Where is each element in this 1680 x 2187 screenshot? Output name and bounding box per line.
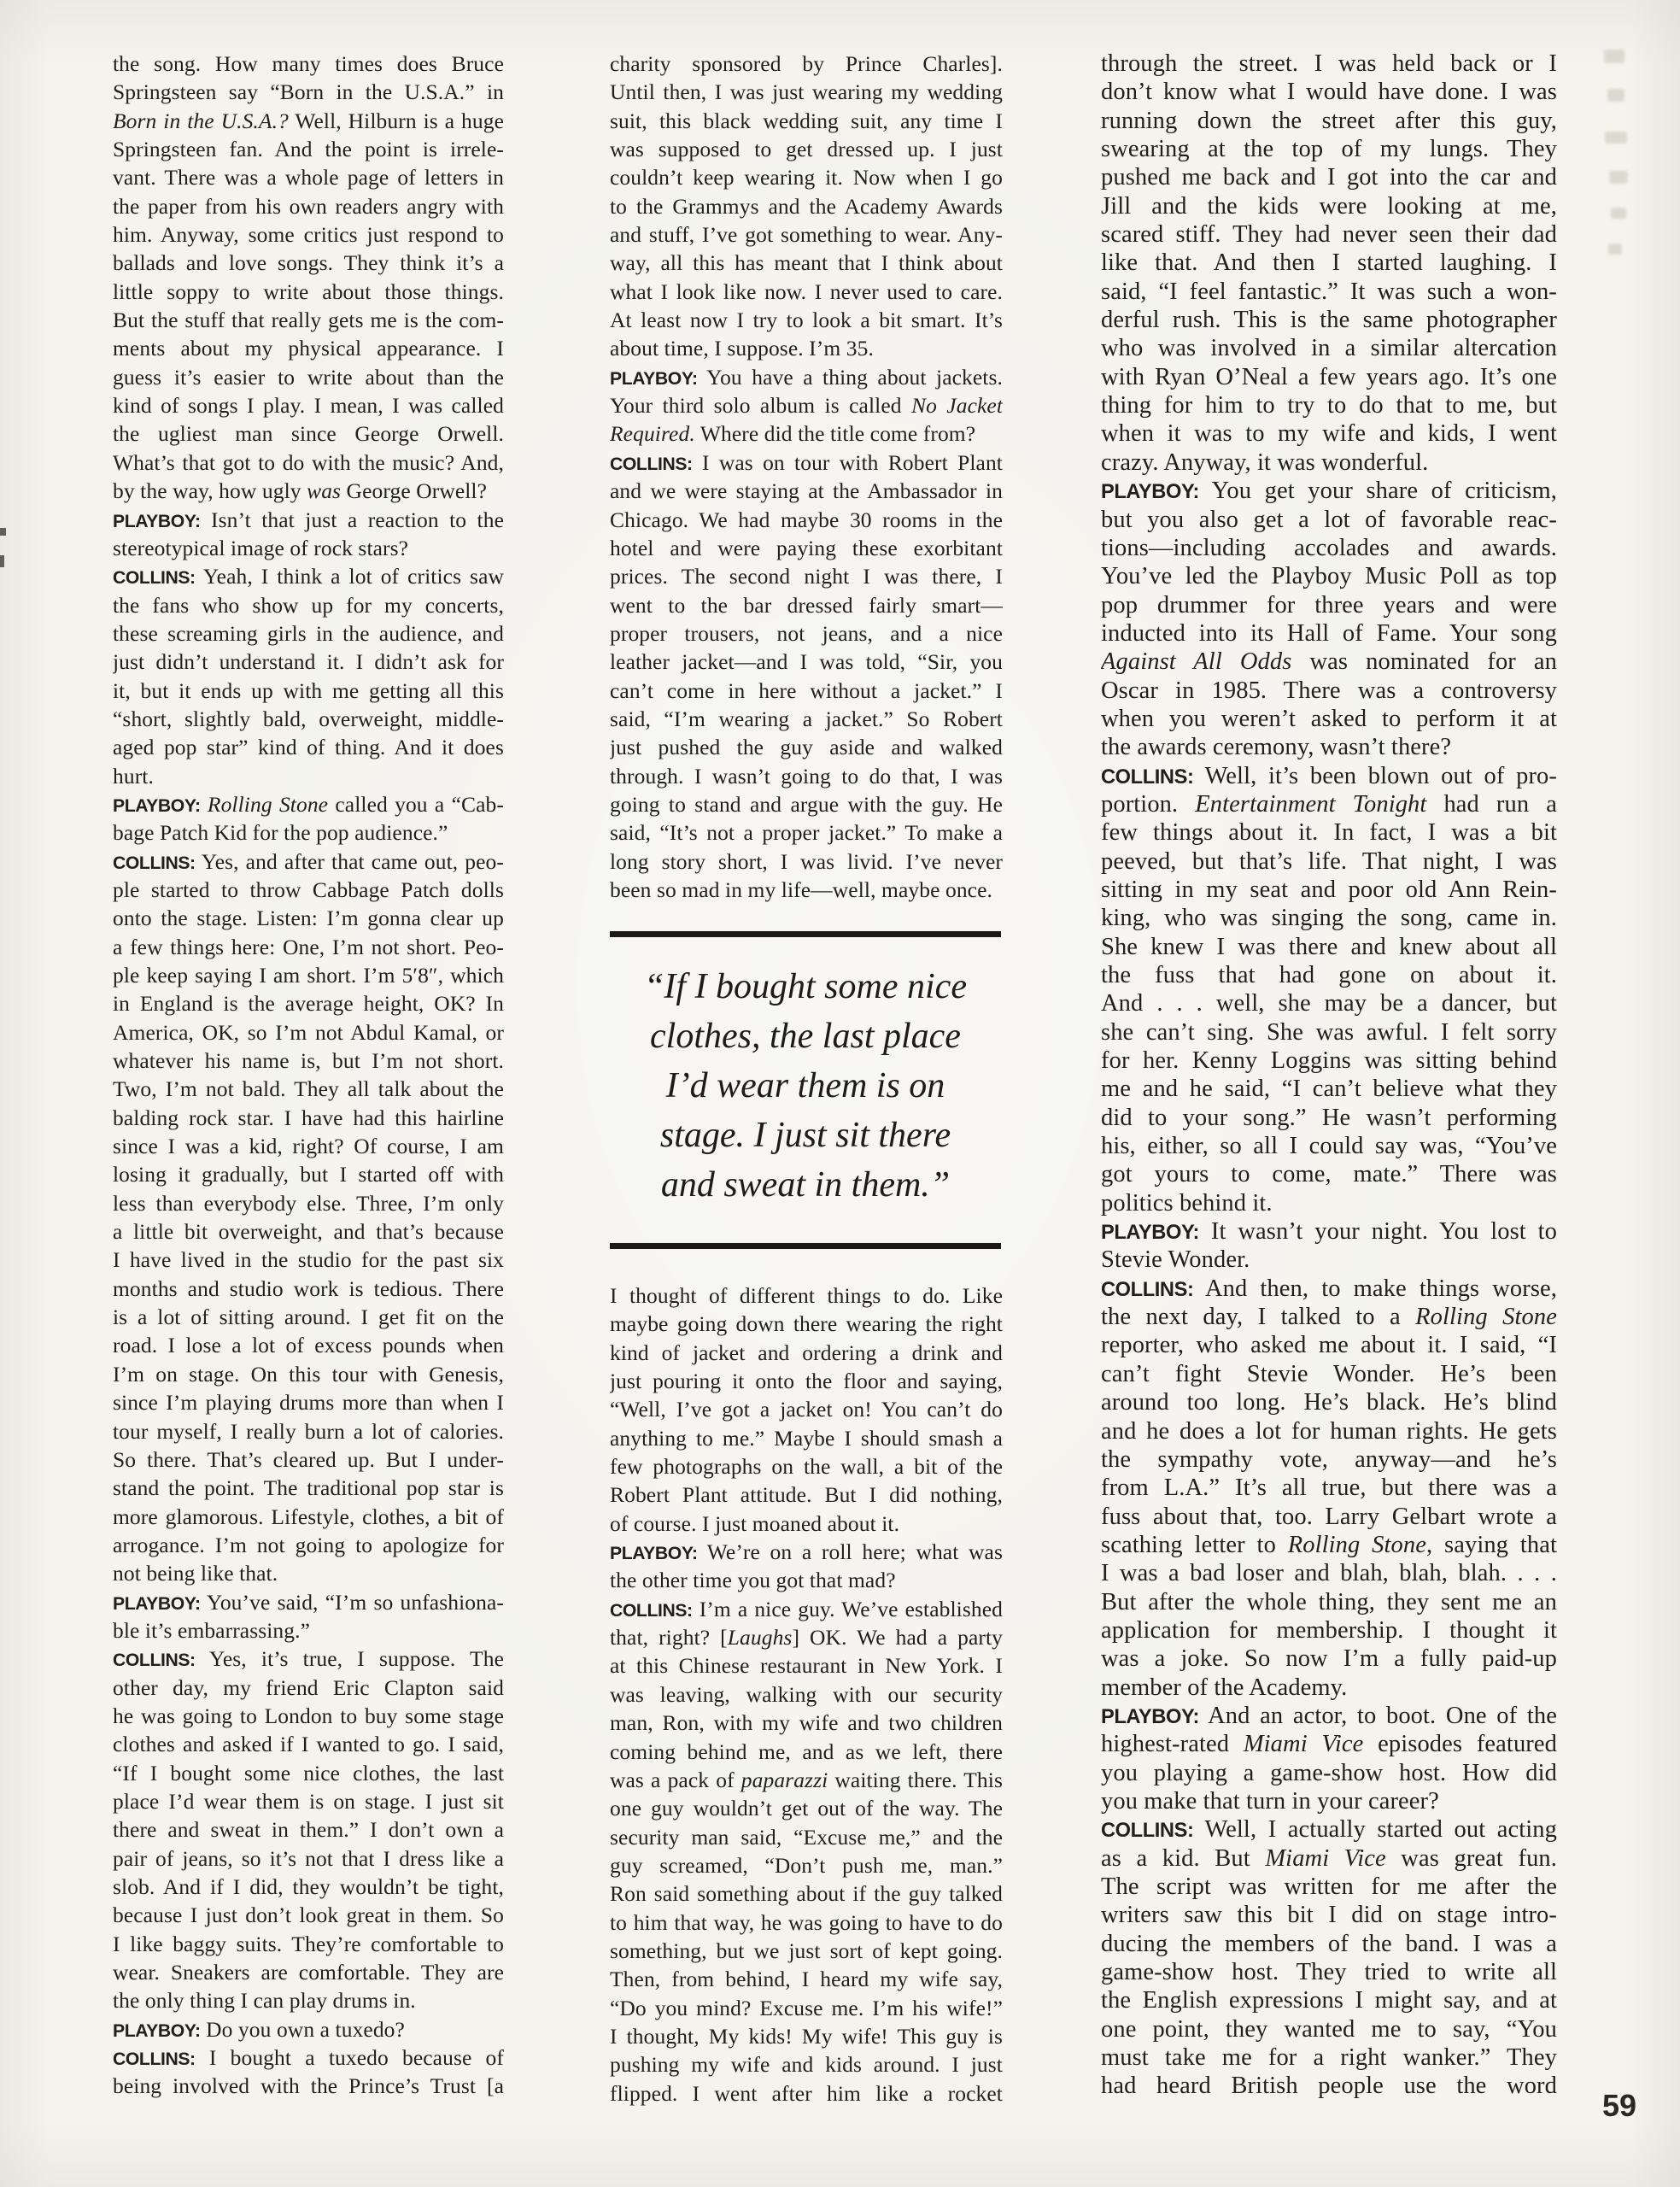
text-line: at this Chinese restaurant in New York. I xyxy=(610,1653,1003,1679)
text-line: the next day, I talked to a Rolling Stone xyxy=(1101,1304,1557,1331)
italic-text: Miami Vice xyxy=(1265,1844,1386,1872)
text-line: COLLINS: And then, to make things worse, xyxy=(1101,1275,1557,1302)
text-line: man, Ron, with my wife and two children xyxy=(610,1710,1003,1736)
text-line: that, right? [Laughs] OK. We had a party xyxy=(610,1625,1003,1651)
text-line: PLAYBOY: Isn’t that just a reaction to the xyxy=(113,507,504,532)
text-line: COLLINS: I’m a nice guy. We’ve established xyxy=(610,1596,1003,1621)
text-line: fuss about that, too. Larry Gelbart wrote a xyxy=(1101,1503,1557,1530)
text-line: one guy wouldn’t get out of the way. The xyxy=(610,1796,1003,1821)
text-line: COLLINS: I was on tour with Robert Plant xyxy=(610,449,1003,475)
text-line: the other time you got that mad? xyxy=(610,1568,896,1593)
text-line: ble it’s embarrassing.” xyxy=(113,1617,311,1643)
text-line: the awards ceremony, wasn’t there? xyxy=(1101,734,1452,761)
italic-text: Rolling Stone xyxy=(1415,1304,1557,1331)
text-line: highest-rated Miami Vice episodes featured xyxy=(1101,1731,1557,1758)
text-line: like that. And then I started laughing. I xyxy=(1101,249,1557,277)
text-line: the song. How many times does Bruce xyxy=(113,51,504,76)
text-line: what I look like now. I never used to care. xyxy=(610,279,1003,304)
text-line: COLLINS: I bought a tuxedo because of xyxy=(113,2045,504,2071)
text-line: she can’t sing. She was awful. I felt sorry xyxy=(1101,1018,1557,1046)
speaker-label: PLAYBOY: xyxy=(1101,481,1200,504)
italic-text: Against All Odds xyxy=(1101,648,1292,676)
text-line: I like baggy suits. They’re comfortable to xyxy=(113,1931,504,1956)
text-line: slob. And if I did, they wouldn’t be tight, xyxy=(113,1874,504,1899)
text-line: maybe going down there wearing the right xyxy=(610,1311,1003,1337)
text-line: PLAYBOY: Rolling Stone called you a “Cab- xyxy=(113,791,504,817)
text-line: I have lived in the studio for the past six xyxy=(113,1247,504,1273)
text-line: king, who was singing the song, came in. xyxy=(1101,905,1557,932)
text-line: for her. Kenny Loggins was sitting behind xyxy=(1101,1047,1557,1075)
print-bleed-mark xyxy=(1605,132,1627,144)
text-line: long story short, I was livid. I’ve never xyxy=(610,848,1003,874)
text-line: going to stand and argue with the guy. He xyxy=(610,791,1003,817)
text-line: not being like that. xyxy=(113,1561,278,1586)
text-line: been so mad in my life—well, maybe once. xyxy=(610,877,992,902)
speaker-label: COLLINS: xyxy=(113,2049,196,2070)
text-line: since I’m playing drums more than when I xyxy=(113,1390,504,1416)
text-line: tour myself, I really burn a lot of calories. xyxy=(113,1418,504,1444)
speaker-label: PLAYBOY: xyxy=(113,1593,201,1614)
text-line: and we were staying at the Ambassador in xyxy=(610,478,1003,504)
text-line: there and sweat in them.” I don’t own a xyxy=(113,1817,504,1843)
column-2-lower xyxy=(610,1281,1003,2108)
text-line: and stuff, I’ve got something to wear. Any- xyxy=(610,222,1003,248)
text-line: PLAYBOY: We’re on a roll here; what was xyxy=(610,1539,1003,1565)
speaker-label: PLAYBOY: xyxy=(610,1544,698,1564)
text-line: hotel and were paying these exorbitant xyxy=(610,535,1003,560)
text-line: application for membership. I thought it xyxy=(1101,1616,1557,1644)
text-line: was leaving, walking with our security xyxy=(610,1681,1003,1707)
text-line: But the stuff that really gets me is the com- xyxy=(113,308,504,333)
text-line: when it was to my wife and kids, I went xyxy=(1101,420,1557,448)
text-line: by the way, how ugly was George Orwell? xyxy=(113,478,488,504)
text-line: can’t fight Stevie Wonder. He’s been xyxy=(1101,1360,1557,1387)
pull-quote-line: and sweat in them.” xyxy=(660,1165,951,1205)
text-line: the English expressions I might say, and at xyxy=(1101,1987,1557,2014)
text-line: inducted into its Hall of Fame. Your song xyxy=(1101,619,1557,647)
print-bleed-mark xyxy=(1609,171,1628,184)
text-line: proper trousers, not jeans, and a nice xyxy=(610,620,1003,646)
text-line: What’s that got to do with the music? And, xyxy=(113,449,504,475)
italic-text: Entertainment Tonight xyxy=(1195,790,1427,818)
speaker-label: COLLINS: xyxy=(610,454,693,474)
text-line: pushed me back and I got into the car and xyxy=(1101,164,1557,191)
text-line: “If I bought some nice clothes, the last xyxy=(113,1760,504,1785)
text-line: PLAYBOY: You get your share of criticism, xyxy=(1101,478,1557,505)
text-line: road. I lose a lot of excess pounds when xyxy=(113,1333,504,1358)
scan-edge-mark xyxy=(0,528,6,536)
text-line: scathing letter to Rolling Stone, saying that xyxy=(1101,1531,1557,1558)
text-line: Then, from behind, I heard my wife say, xyxy=(610,1967,1003,1992)
text-line: swearing at the top of my lungs. They xyxy=(1101,136,1557,163)
text-line: months and studio work is tedious. There xyxy=(113,1275,504,1301)
print-bleed-mark xyxy=(1607,89,1624,102)
speaker-label: COLLINS: xyxy=(113,1651,196,1671)
speaker-label: PLAYBOY: xyxy=(610,368,698,389)
text-line: the only thing I can play drums in. xyxy=(113,1988,416,2014)
text-line: portion. Entertainment Tonight had run a xyxy=(1101,790,1557,818)
italic-text: Miami Vice xyxy=(1243,1731,1364,1758)
text-line: The script was written for me after the xyxy=(1101,1873,1557,1900)
text-line: onto the stage. Listen: I’m gonna clear up xyxy=(113,906,504,931)
text-line: wear. Sneakers are comfortable. They are xyxy=(113,1960,504,1985)
text-line: less than everybody else. Three, I’m only xyxy=(113,1190,504,1216)
text-line: charity sponsored by Prince Charles]. xyxy=(610,51,1003,76)
text-line: can’t come in here without a jacket.” I xyxy=(610,677,1003,703)
italic-text: Required. xyxy=(610,421,695,447)
text-line: of course. I just moaned about it. xyxy=(610,1510,900,1536)
text-line: Robert Plant attitude. But I did nothing, xyxy=(610,1482,1003,1508)
page-number: 59 xyxy=(1602,2088,1637,2123)
text-line: the paper from his own readers angry with xyxy=(113,193,504,219)
pull-quote-line: clothes, the last place xyxy=(650,1017,961,1056)
text-line: must take me for a right wanker.” They xyxy=(1101,2044,1557,2072)
pull-quote-rule-bottom xyxy=(610,1243,1001,1249)
text-line: the ugliest man since George Orwell. xyxy=(113,421,504,447)
text-line: in England is the average height, OK? In xyxy=(113,991,504,1017)
text-line: a little bit overweight, and that’s because xyxy=(113,1219,504,1245)
text-line: since I was a kid, right? Of course, I am xyxy=(113,1134,504,1159)
text-line: who was involved in a similar altercation xyxy=(1101,335,1557,362)
text-line: aged pop star” kind of thing. And it does xyxy=(113,735,504,760)
text-line: but you also get a lot of favorable reac- xyxy=(1101,506,1557,533)
text-line: PLAYBOY: And an actor, to boot. One of the xyxy=(1101,1702,1557,1729)
text-line: to the Grammys and the Academy Awards xyxy=(610,193,1003,219)
text-line: something, but we just sort of kept going. xyxy=(610,1938,1003,1963)
text-line: said, “I’m wearing a jacket.” So Robert xyxy=(610,706,1003,731)
text-line: was supposed to get dressed up. I just xyxy=(610,137,1003,162)
text-line: Springsteen fan. And the point is irrele- xyxy=(113,137,504,162)
text-line: just pushed the guy aside and walked xyxy=(610,735,1003,760)
text-line: ple keep saying I am short. I’m 5′8″, which xyxy=(113,963,504,988)
text-line: guy screamed, “Don’t push me, man.” xyxy=(610,1852,1003,1878)
text-line: place I’d wear them is on stage. I just sit xyxy=(113,1788,504,1814)
speaker-label: COLLINS: xyxy=(1101,765,1194,789)
text-line: sitting in my seat and poor old Ann Rein- xyxy=(1101,876,1557,903)
text-line: to him that way, he was going to have to do xyxy=(610,1909,1003,1935)
speaker-label: COLLINS: xyxy=(610,1600,693,1621)
text-line: PLAYBOY: Do you own a tuxedo? xyxy=(113,2016,405,2042)
text-line: Against All Odds was nominated for an xyxy=(1101,648,1557,676)
pull-quote-text xyxy=(610,962,1001,1210)
print-bleed-mark xyxy=(1611,208,1626,219)
text-line: suit, this black wedding suit, any time I xyxy=(610,108,1003,133)
column-1 xyxy=(113,50,504,2101)
text-line: thing for him to try to do that to me, but xyxy=(1101,392,1557,419)
text-line: balding rock star. I have had this hairline xyxy=(113,1105,504,1130)
italic-text: Laughs xyxy=(727,1625,793,1651)
text-line: So there. That’s cleared up. But I under- xyxy=(113,1446,504,1472)
text-line: COLLINS: Yeah, I think a lot of critics saw xyxy=(113,564,504,589)
speaker-label: COLLINS: xyxy=(1101,1820,1194,1843)
text-line: Springsteen say “Born in the U.S.A.” in xyxy=(113,79,504,105)
print-bleed-mark xyxy=(1608,243,1622,255)
text-line: and he does a lot for human rights. He gets xyxy=(1101,1417,1557,1445)
text-line: COLLINS: Yes, and after that came out, peo- xyxy=(113,848,504,874)
text-line: got yours to come, mate.” There was xyxy=(1101,1161,1557,1188)
text-line: I was a bad loser and blah, blah, blah. . . . xyxy=(1101,1560,1557,1587)
text-line: I’m on stage. On this tour with Genesis, xyxy=(113,1361,504,1387)
text-line: Stevie Wonder. xyxy=(1101,1246,1250,1274)
text-line: arrogance. I’m not going to apologize for xyxy=(113,1532,504,1557)
italic-text: Rolling Stone xyxy=(1287,1531,1426,1558)
text-line: the fans who show up for my concerts, xyxy=(113,592,504,618)
text-line: through. I wasn’t going to do that, I was xyxy=(610,763,1003,789)
text-line: PLAYBOY: It wasn’t your night. You lost to xyxy=(1101,1218,1557,1246)
pull-quote-line: I’d wear them is on xyxy=(665,1066,945,1105)
text-line: one point, they wanted me to say, “You xyxy=(1101,2015,1557,2043)
text-line: kind of songs I play. I mean, I was called xyxy=(113,393,504,419)
text-line: was a pack of paparazzi waiting there. This xyxy=(610,1767,1003,1792)
text-line: through the street. I was held back or I xyxy=(1101,50,1557,77)
text-line: PLAYBOY: You have a thing about jackets. xyxy=(610,364,1003,390)
italic-text: paparazzi xyxy=(740,1767,828,1792)
text-line: just pouring it onto the floor and saying, xyxy=(610,1369,1003,1394)
text-line: Required. Where did the title come from? xyxy=(610,421,976,447)
text-line: just didn’t understand it. I didn’t ask for xyxy=(113,649,504,675)
text-line: derful rush. This is the same photographer xyxy=(1101,307,1557,334)
speaker-label: COLLINS: xyxy=(1101,1278,1194,1301)
text-line: crazy. Anyway, it was wonderful. xyxy=(1101,449,1429,476)
text-line: ducing the members of the band. I was a xyxy=(1101,1930,1557,1957)
text-line: because I just don’t look great in them. So xyxy=(113,1903,504,1928)
text-line: a few things here: One, I’m not short. Peo- xyxy=(113,934,504,959)
text-line: couldn’t keep wearing it. Now when I go xyxy=(610,165,1003,191)
text-line: peeved, but that’s life. That night, I was xyxy=(1101,847,1557,875)
text-line: clothes and asked if I wanted to go. I said, xyxy=(113,1732,504,1757)
text-line: member of the Academy. xyxy=(1101,1674,1348,1701)
text-line: way, all this has meant that I think about xyxy=(610,250,1003,276)
text-line: security man said, “Excuse me,” and the xyxy=(610,1824,1003,1850)
text-line: And . . . well, she may be a dancer, but xyxy=(1101,990,1557,1017)
text-line: anything to me.” Maybe I should smash a xyxy=(610,1425,1003,1451)
text-line: I thought, My kids! My wife! This guy is xyxy=(610,2023,1003,2049)
speaker-label: COLLINS: xyxy=(113,853,196,873)
text-line: other day, my friend Eric Clapton said xyxy=(113,1674,504,1700)
text-line: guess it’s easier to write about than the xyxy=(113,364,504,390)
text-line: reporter, who asked me about it. I said, “I xyxy=(1101,1332,1557,1359)
text-line: vant. There was a whole page of letters in xyxy=(113,165,504,191)
text-line: is a lot of sitting around. I get fit on the xyxy=(113,1305,504,1330)
text-line: with Ryan O’Neal a few years ago. It’s one xyxy=(1101,363,1557,390)
text-line: as a kid. But Miami Vice was great fun. xyxy=(1101,1844,1557,1872)
column-3 xyxy=(1101,50,1557,2101)
text-line: At least now I try to look a bit smart. It’s xyxy=(610,308,1003,333)
text-line: Born in the U.S.A.? Well, Hilburn is a huge xyxy=(113,108,504,133)
italic-text: Born in the U.S.A.? xyxy=(113,108,289,133)
text-line: ments about my physical appearance. I xyxy=(113,336,504,361)
text-line: You’ve led the Playboy Music Poll as top xyxy=(1101,563,1557,590)
text-line: more glamorous. Lifestyle, clothes, a bit of xyxy=(113,1504,504,1529)
text-line: She knew I was there and knew about all xyxy=(1101,933,1557,960)
text-line: few photographs on the wall, a bit of the xyxy=(610,1454,1003,1480)
speaker-label: COLLINS: xyxy=(113,568,196,589)
print-bleed-mark xyxy=(1604,50,1624,63)
text-line: politics behind it. xyxy=(1101,1189,1273,1217)
text-line: “short, slightly bald, overweight, middle- xyxy=(113,706,504,731)
text-line: his, either, so all I could say was, “You’ve xyxy=(1101,1133,1557,1160)
text-line: bage Patch Kid for the pop audience.” xyxy=(113,820,448,846)
pull-quote-rule-top xyxy=(610,931,1001,937)
text-line: being involved with the Prince’s Trust [a xyxy=(113,2073,504,2099)
speaker-label: PLAYBOY: xyxy=(1101,1222,1200,1245)
text-line: COLLINS: Well, it’s been blown out of pro- xyxy=(1101,762,1557,789)
text-line: But after the whole thing, they sent me an xyxy=(1101,1588,1557,1615)
pull-quote xyxy=(610,931,1001,1249)
speaker-label: PLAYBOY: xyxy=(113,795,201,816)
text-line: he was going to London to buy some stage xyxy=(113,1703,504,1728)
text-line: prices. The second night I was there, I xyxy=(610,564,1003,589)
text-line: Jill and the kids were looking at me, xyxy=(1101,192,1557,220)
text-line: “Do you mind? Excuse me. I’m his wife!” xyxy=(610,1995,1003,2020)
text-line: don’t know what I would have done. I was xyxy=(1101,79,1557,106)
text-line: when you weren’t asked to perform it at xyxy=(1101,705,1557,732)
text-line: scared stiff. They had never seen their dad xyxy=(1101,221,1557,249)
text-line: ple started to throw Cabbage Patch dolls xyxy=(113,877,504,902)
text-line: said, “It’s not a proper jacket.” To make a xyxy=(610,820,1003,846)
pull-quote-line: stage. I just sit there xyxy=(659,1116,951,1155)
text-line: hurt. xyxy=(113,763,154,789)
text-line: I thought of different things to do. Like xyxy=(610,1283,1003,1308)
text-line: flipped. I went after him like a rocket xyxy=(610,2080,1003,2106)
text-line: coming behind me, and as we left, there xyxy=(610,1738,1003,1764)
italic-text: No Jacket xyxy=(910,393,1003,419)
text-line: pushing my wife and kids around. I just xyxy=(610,2052,1003,2078)
pull-quote-line: “If I bought some nice xyxy=(644,967,967,1006)
text-line: stereotypical image of rock stars? xyxy=(113,535,409,560)
text-line: tions—including accolades and awards. xyxy=(1101,534,1557,561)
text-line: Your third solo album is called No Jacket xyxy=(610,393,1003,419)
text-line: COLLINS: Well, I actually started out acting xyxy=(1101,1816,1557,1844)
text-line: running down the street after this guy, xyxy=(1101,107,1557,134)
text-line: went to the bar dressed fairly smart— xyxy=(610,592,1003,618)
text-line: the fuss that had gone on about it. xyxy=(1101,962,1557,988)
text-line: said, “I feel fantastic.” It was such a won- xyxy=(1101,278,1557,305)
text-line: from L.A.” It’s all true, but there was a xyxy=(1101,1475,1557,1502)
scan-edge-mark xyxy=(0,555,4,567)
text-line: ballads and love songs. They think it’s a xyxy=(113,250,504,276)
text-line: him. Anyway, some critics just respond to xyxy=(113,222,504,248)
text-line: America, OK, so I’m not Abdul Kamal, or xyxy=(113,1019,504,1045)
text-line: had heard British people use the word xyxy=(1101,2073,1557,2100)
text-line: Until then, I was just wearing my wedding xyxy=(610,79,1003,105)
text-line: “Well, I’ve got a jacket on! You can’t do xyxy=(610,1397,1003,1422)
text-line: pair of jeans, so it’s not that I dress like a xyxy=(113,1845,504,1871)
text-line: Oscar in 1985. There was a controversy xyxy=(1101,677,1557,704)
text-line: stand the point. The traditional pop star is xyxy=(113,1475,504,1501)
text-line: leather jacket—and I was told, “Sir, you xyxy=(610,649,1003,675)
text-line: writers saw this bit I did on stage intro- xyxy=(1101,1902,1557,1929)
text-line: whatever his name is, but I’m not short. xyxy=(113,1048,504,1074)
speaker-label: PLAYBOY: xyxy=(1101,1705,1200,1728)
text-line: Chicago. We had maybe 30 rooms in the xyxy=(610,507,1003,532)
text-line: did to your song.” He wasn’t performing xyxy=(1101,1104,1557,1131)
text-line: you playing a game-show host. How did xyxy=(1101,1759,1557,1786)
italic-text: Rolling Stone xyxy=(207,791,329,817)
text-line: me and he said, “I can’t believe what they xyxy=(1101,1076,1557,1103)
text-line: around too long. He’s black. He’s blind xyxy=(1101,1389,1557,1416)
text-line: about time, I suppose. I’m 35. xyxy=(610,336,874,361)
speaker-label: PLAYBOY: xyxy=(113,2020,201,2041)
text-line: COLLINS: Yes, it’s true, I suppose. The xyxy=(113,1646,504,1672)
italic-text: was xyxy=(307,478,342,504)
text-line: little soppy to write about those things. xyxy=(113,279,504,304)
speaker-label: PLAYBOY: xyxy=(113,511,201,531)
text-line: these screaming girls in the audience, and xyxy=(113,620,504,646)
text-line: game-show host. They tried to write all xyxy=(1101,1959,1557,1986)
text-line: PLAYBOY: You’ve said, “I’m so unfashiona- xyxy=(113,1589,504,1615)
text-line: you make that turn in your career? xyxy=(1101,1787,1439,1815)
text-line: the sympathy vote, anyway—and he’s xyxy=(1101,1445,1557,1473)
text-line: Two, I’m not bald. They all talk about the xyxy=(113,1076,504,1102)
text-line: kind of jacket and ordering a drink and xyxy=(610,1340,1003,1365)
text-line: Ron said something about if the guy talked xyxy=(610,1881,1003,1907)
text-line: pop drummer for three years and were xyxy=(1101,591,1557,619)
text-line: was a joke. So now I’m a fully paid-up xyxy=(1101,1645,1557,1673)
text-line: few things about it. In fact, I was a bit xyxy=(1101,819,1557,847)
column-2-upper xyxy=(610,50,1003,904)
text-line: losing it gradually, but I started off with xyxy=(113,1162,504,1187)
text-line: it, but it ends up with me getting all this xyxy=(113,677,504,703)
